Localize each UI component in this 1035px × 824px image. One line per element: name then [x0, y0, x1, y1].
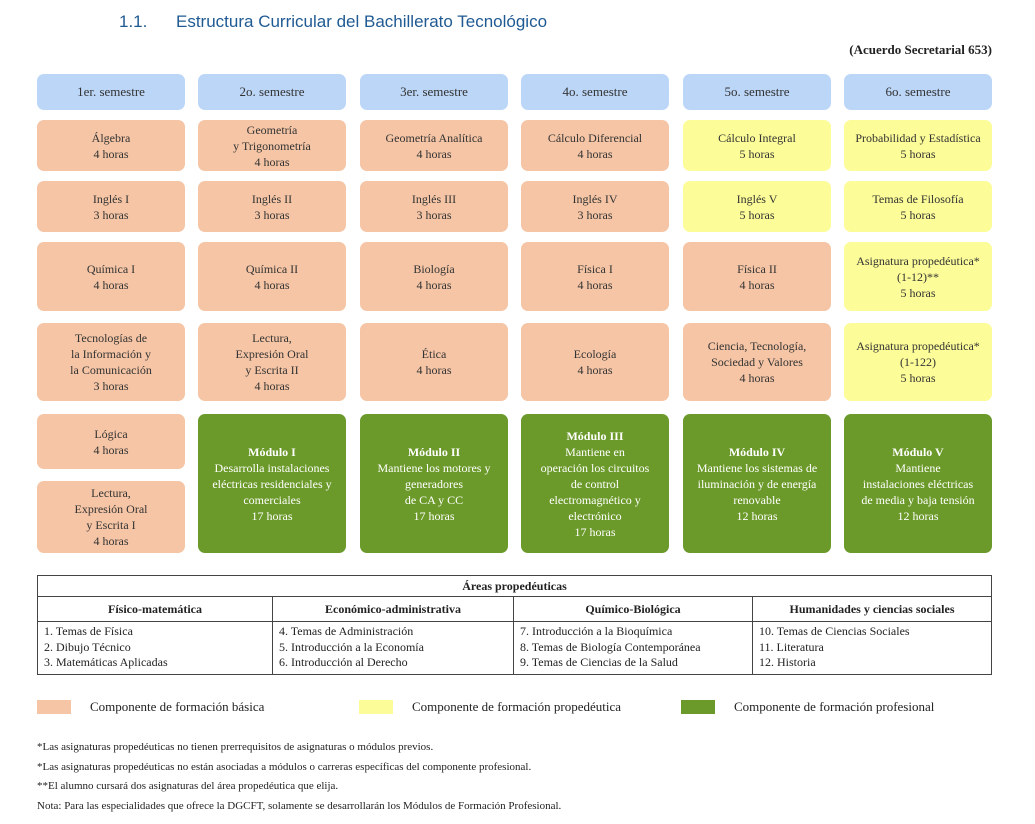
subject-line: 5 horas — [900, 285, 936, 300]
subject-line: la Comunicación — [70, 363, 152, 377]
subject-line: y Escrita II — [245, 363, 299, 377]
subject-line: 3 horas — [577, 207, 613, 222]
module-box — [521, 414, 669, 553]
list-item: 6. Introducción al Derecho — [279, 655, 408, 669]
module-line: comerciales — [243, 492, 301, 507]
legend-swatch — [681, 700, 715, 714]
subject-line: Lectura, — [91, 486, 131, 500]
subject-line: 3 horas — [416, 207, 452, 222]
subject-box — [683, 120, 831, 171]
subject-line: Inglés I — [92, 191, 130, 206]
list-item: 8. Temas de Biología Contemporánea — [520, 639, 701, 654]
subject-line: Ciencia, Tecnología, — [707, 339, 807, 353]
subject-box — [360, 323, 508, 401]
module-line: renovable — [733, 492, 781, 507]
subject-line: 4 horas — [93, 534, 129, 548]
subject-line: Tecnologías de — [74, 331, 148, 345]
module-name: Módulo V — [892, 444, 944, 459]
subject-line: Química II — [245, 261, 299, 276]
subject-line: Geometría Analítica — [385, 130, 483, 145]
subject-line: Biología — [413, 261, 455, 276]
subject-box — [521, 242, 669, 311]
area-head-humanidades: Humanidades y ciencias sociales — [753, 597, 992, 622]
semester-header: 5o. semestre — [683, 74, 831, 110]
subject-line: Geometría — [246, 122, 298, 137]
legend-swatch — [37, 700, 71, 714]
module-line: operación los circuitos — [540, 460, 650, 475]
area-items-quimico — [514, 622, 753, 675]
subject-line: 4 horas — [416, 277, 452, 292]
module-line: Desarrolla instalaciones — [214, 460, 330, 475]
module-line: Mantiene los motores y — [377, 460, 491, 475]
subject-line: Inglés IV — [572, 191, 618, 206]
subject-line: y Trigonometría — [233, 138, 311, 153]
page-title — [119, 12, 547, 32]
module-line: 12 horas — [736, 508, 778, 523]
semester-header: 2o. semestre — [198, 74, 346, 110]
list-item: 1. Temas de Física — [44, 624, 133, 638]
footnote: *Las asignaturas propedéuticas no están asociadas a módulos o carreras específicas del componente profesional. — [37, 760, 532, 773]
module-line: Mantiene en — [565, 444, 625, 459]
module-line: 17 horas — [413, 508, 455, 523]
subject-box — [198, 181, 346, 232]
subject-line: Álgebra — [91, 130, 131, 145]
module-box — [683, 414, 831, 553]
subject-line: Asignatura propedéutica* — [856, 339, 980, 353]
module-name: Módulo IV — [728, 444, 786, 459]
subject-line: 4 horas — [577, 277, 613, 292]
subject-box — [37, 323, 185, 401]
subject-line: Cálculo Diferencial — [547, 130, 643, 145]
area-items-humanidades — [753, 622, 992, 675]
subject-box — [37, 181, 185, 232]
semester-header: 1er. semestre — [37, 74, 185, 110]
legend-label: Componente de formación propedéutica — [412, 699, 622, 714]
subject-line: 3 horas — [93, 207, 129, 222]
subject-box — [683, 242, 831, 311]
subject-line: Sociedad y Valores — [711, 355, 803, 369]
subject-line: 4 horas — [416, 146, 452, 161]
subject-box — [37, 242, 185, 311]
semester-header: 4o. semestre — [521, 74, 669, 110]
subject-line: 4 horas — [416, 363, 452, 377]
subject-line: Física I — [577, 261, 613, 276]
subject-line: 4 horas — [254, 154, 290, 169]
subject-box — [37, 120, 185, 171]
subject-line: Química I — [86, 261, 136, 276]
list-item: 2. Dibujo Técnico — [44, 639, 131, 654]
module-box — [844, 414, 992, 553]
subject-line: (1-122) — [900, 355, 936, 369]
subject-line: 4 horas — [93, 277, 129, 292]
module-line: 17 horas — [574, 524, 616, 539]
subject-line: 3 horas — [254, 207, 290, 222]
subject-line: Inglés II — [251, 191, 293, 206]
area-items-economico — [273, 622, 514, 675]
footnote: *Las asignaturas propedéuticas no tienen prerrequisitos de asignaturas o módulos previos. — [37, 741, 434, 753]
subject-box — [521, 181, 669, 232]
subject-line: 4 horas — [254, 379, 290, 393]
subject-line: Lógica — [94, 426, 128, 441]
subject-line: Probabilidad y Estadística — [855, 130, 981, 145]
subject-line: Expresión Oral — [235, 347, 309, 361]
footnotes — [37, 738, 561, 816]
module-line: electrónico — [568, 508, 622, 523]
subject-box — [198, 242, 346, 311]
area-head-quimico: Químico-Biológica — [514, 597, 753, 622]
subject-line: 5 horas — [900, 207, 936, 222]
subject-box — [844, 242, 992, 311]
area-items-fisico — [38, 622, 273, 675]
module-name: Módulo II — [407, 444, 461, 459]
subject-box — [360, 181, 508, 232]
subject-line: Inglés III — [411, 191, 457, 206]
subject-line: 3 horas — [93, 379, 129, 393]
subject-line: 4 horas — [577, 363, 613, 377]
subject-line: 4 horas — [739, 371, 775, 385]
subject-line: Temas de Filosofía — [872, 191, 964, 206]
module-box — [360, 414, 508, 553]
subject-box — [844, 181, 992, 232]
subject-box — [844, 323, 992, 401]
subject-line: Ética — [421, 347, 447, 361]
module-name: Módulo III — [566, 428, 624, 443]
legend-swatch — [359, 700, 393, 714]
areas-title: Áreas propedéuticas — [38, 576, 992, 597]
area-head-fisico: Físico-matemática — [38, 597, 273, 622]
module-line: 12 horas — [897, 508, 939, 523]
subject-box — [683, 323, 831, 401]
list-item: 10. Temas de Ciencias Sociales — [759, 624, 910, 638]
semester-header: 6o. semestre — [844, 74, 992, 110]
module-line: Mantiene los sistemas de — [696, 460, 818, 475]
area-head-economico: Económico-administrativa — [273, 597, 514, 622]
module-line: eléctricas residenciales y — [212, 476, 332, 491]
subject-box — [198, 120, 346, 171]
section-number: 1.1. — [119, 12, 148, 31]
subject-box — [683, 181, 831, 232]
subject-box — [37, 414, 185, 469]
subject-line: 5 horas — [739, 146, 775, 161]
subject-box — [521, 120, 669, 171]
subject-line: la Información y — [71, 347, 151, 361]
subject-line: 4 horas — [93, 146, 129, 161]
subject-box — [360, 120, 508, 171]
subject-line: Expresión Oral — [74, 502, 148, 516]
list-item: 9. Temas de Ciencias de la Salud — [520, 655, 678, 669]
legend-label: Componente de formación básica — [90, 699, 265, 714]
module-line: de control — [570, 476, 620, 491]
module-line: instalaciones eléctricas — [862, 476, 974, 491]
module-name: Módulo I — [248, 444, 296, 459]
subject-line: y Escrita I — [86, 518, 136, 532]
subject-line: Cálculo Integral — [718, 130, 796, 145]
list-item: 12. Historia — [759, 655, 816, 669]
agreement-note: (Acuerdo Secretarial 653) — [849, 42, 992, 57]
footnote: Nota: Para las especialidades que ofrece la DGCFT, solamente se desarrollarán los Módulos de Formación Profesional. — [37, 799, 562, 812]
subject-line: 4 horas — [739, 277, 775, 292]
module-line: Mantiene — [895, 460, 941, 475]
list-item: 11. Literatura — [759, 639, 824, 654]
semester-header: 3er. semestre — [360, 74, 508, 110]
module-line: de CA y CC — [404, 492, 464, 507]
title-text: Estructura Curricular del Bachillerato Tecnológico — [176, 12, 548, 31]
areas-table — [37, 575, 992, 675]
footnote: **El alumno cursará dos asignaturas del área propedéutica que elija. — [37, 780, 339, 792]
subject-line: 5 horas — [900, 371, 936, 385]
module-line: generadores — [405, 476, 463, 491]
legend-label: Componente de formación profesional — [734, 699, 935, 714]
subject-line: Ecología — [573, 347, 617, 361]
subject-box — [844, 120, 992, 171]
subject-line: Lectura, — [252, 331, 292, 345]
list-item: 7. Introducción a la Bioquímica — [520, 624, 673, 638]
subject-box — [37, 481, 185, 553]
subject-box — [360, 242, 508, 311]
subject-line: Inglés V — [736, 191, 778, 206]
subject-line: (1-12)** — [897, 269, 939, 284]
subject-line: 5 horas — [739, 207, 775, 222]
module-box — [198, 414, 346, 553]
subject-line: 4 horas — [254, 277, 290, 292]
module-line: 17 horas — [251, 508, 293, 523]
subject-box — [521, 323, 669, 401]
module-line: electromagnético y — [549, 492, 641, 507]
subject-line: 4 horas — [577, 146, 613, 161]
list-item: 4. Temas de Administración — [279, 624, 414, 638]
subject-line: Física II — [737, 261, 777, 276]
subject-line: Asignatura propedéutica* — [856, 253, 980, 268]
list-item: 3. Matemáticas Aplicadas — [44, 655, 168, 669]
module-line: de media y baja tensión — [861, 492, 975, 507]
subject-line: 4 horas — [93, 442, 129, 457]
subject-box — [198, 323, 346, 401]
subject-line: 5 horas — [900, 146, 936, 161]
module-line: iluminación y de energía — [697, 476, 817, 491]
list-item: 5. Introducción a la Economía — [279, 639, 424, 654]
